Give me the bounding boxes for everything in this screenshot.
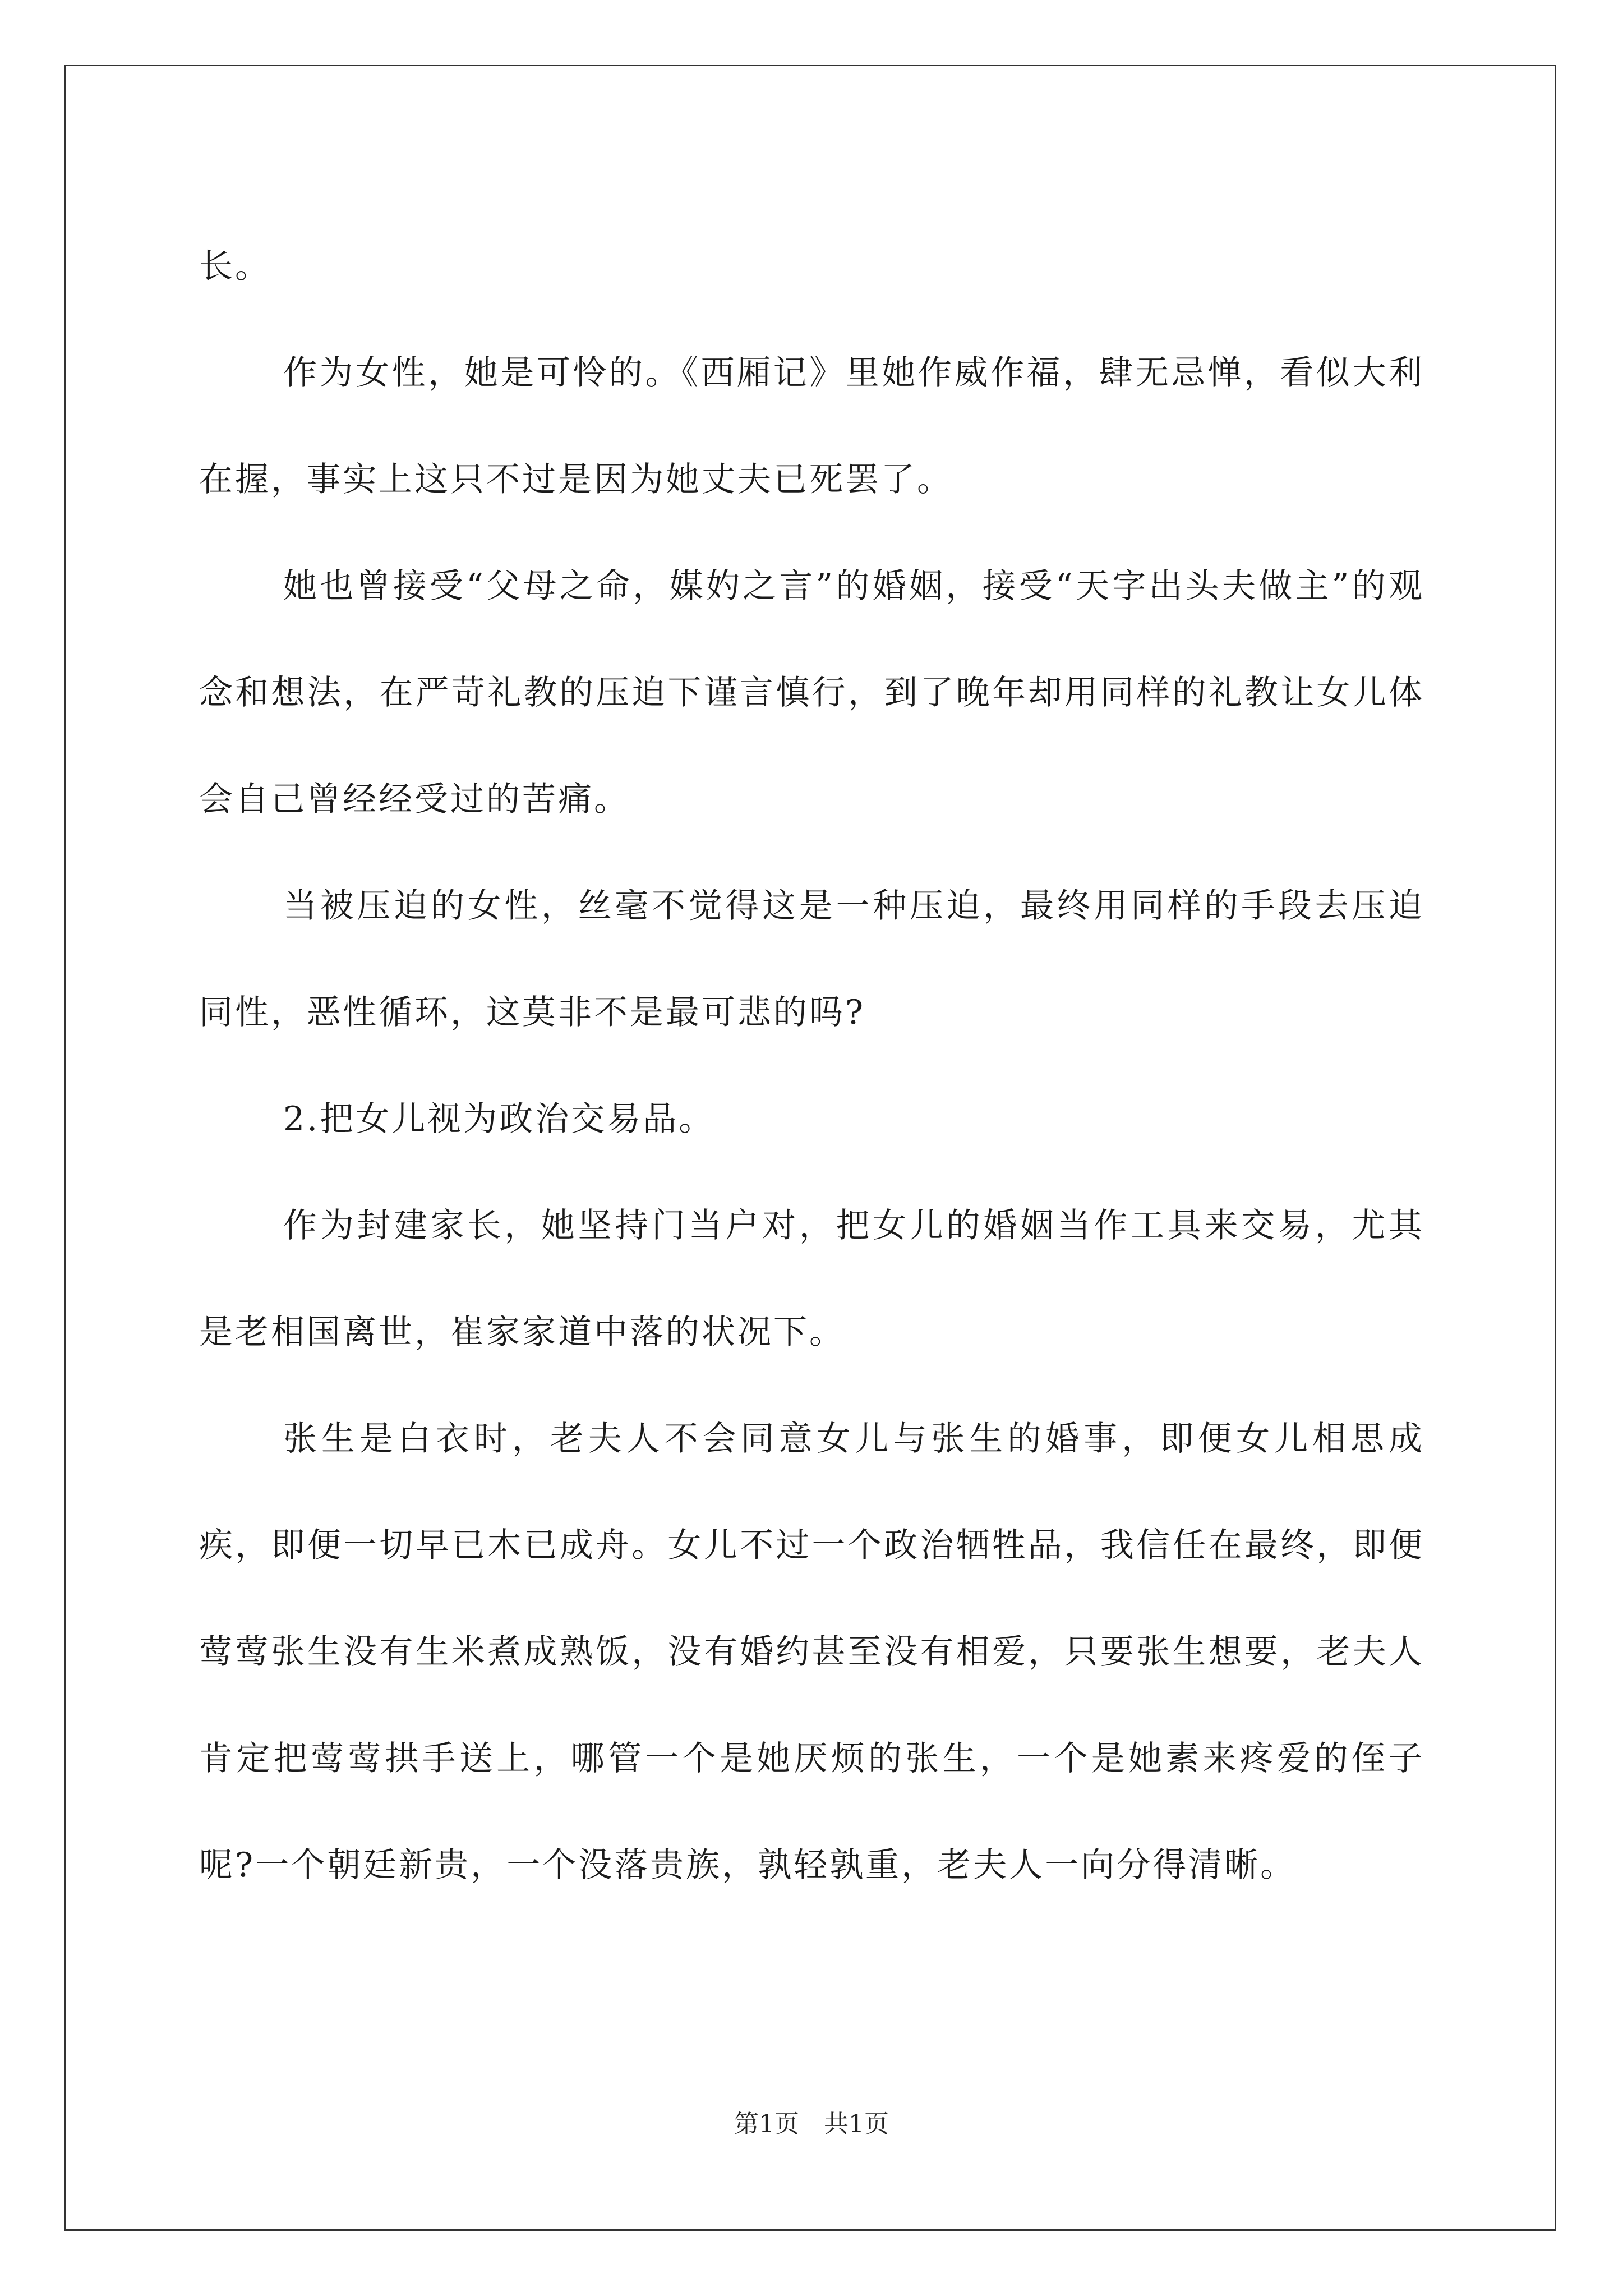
paragraph-4: 当被压迫的女性，丝毫不觉得这是一种压迫，最终用同样的手段去压迫同性，恶性循环，这莫非不是最可悲的吗? <box>199 886 1424 1032</box>
paragraph-1: 长。 <box>199 247 271 286</box>
paragraph-3: 她也曾接受“父母之命，媒妁之言”的婚姻，接受“天字出头夫做主”的观念和想法，在严苛礼教的压迫下谨言慎行，到了晚年却用同样的礼教让女儿体会自己曾经经受过的苦痛。 <box>199 567 1424 819</box>
paragraph-2: 作为女性，她是可怜的。《西厢记》里她作威作福，肆无忌惮，看似大利在握，事实上这只不过是因为她丈夫已死罢了。 <box>199 353 1424 499</box>
paragraph-7: 张生是白衣时，老夫人不会同意女儿与张生的婚事，即便女儿相思成疾，即便一切早已木已成舟。女儿不过一个政治牺牲品，我信任在最终，即便莺莺张生没有生米煮成熟饭，没有婚约甚至没有相爱，只要张生想要，老夫人肯定把莺莺拱手送上，哪管一个是她厌烦的张生，一个是她素来疼爱的侄子呢?一个朝廷新贵，一个没落贵族，孰轻孰重，老夫人一向分得清晰。 <box>199 1419 1424 1885</box>
document-body <box>199 213 1424 1918</box>
paragraph-6: 作为封建家长，她坚持门当户对，把女儿的婚姻当作工具来交易，尤其是老相国离世，崔家家道中落的状况下。 <box>199 1206 1424 1352</box>
paragraph-5: 2.把女儿视为政治交易品。 <box>283 1099 715 1139</box>
page-number-footer: 第1页 共1页 <box>734 2110 889 2138</box>
